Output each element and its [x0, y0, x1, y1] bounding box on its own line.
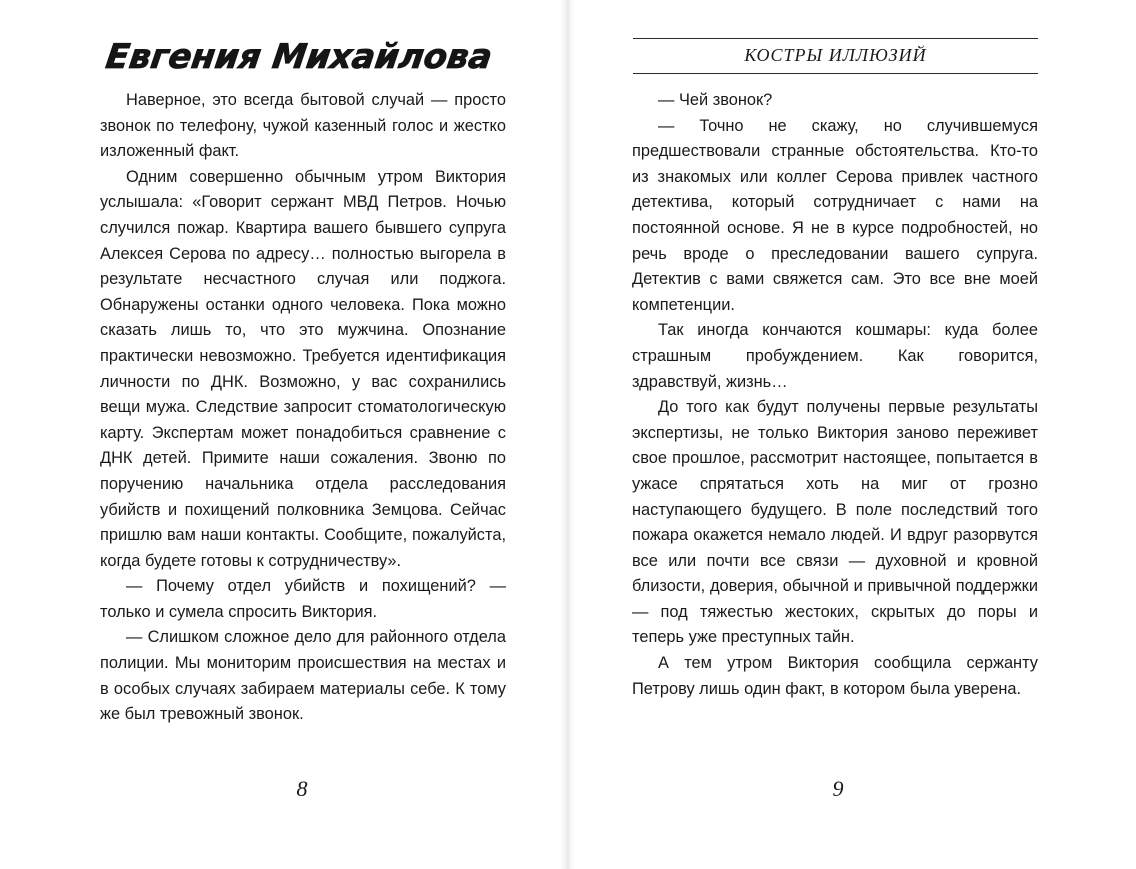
paragraph: До того как будут получены первые результаты экспертизы, не только Виктория заново переживет свое прошлое, рассмотрит настоящее, попытается в ужасе спрятаться хоть на миг от грозно наступающего будущего. В поле последствий того пожара окажется немало людей. И вдруг разорвутся все или почти все связи — духовной и кровной близости, доверия, обычной и привычной поддержки — под тяжестью жестоких, скрытых до поры и теперь уже преступных тайн. [632, 398, 1038, 647]
paragraph: — Почему отдел убийств и похищений? — только и сумела спросить Виктория. [100, 577, 506, 621]
left-page-text [100, 88, 506, 728]
left-page [0, 0, 566, 869]
right-page-text [632, 88, 1038, 702]
paragraph: — Чей звонок? [658, 91, 773, 109]
right-page [570, 0, 1136, 869]
page-number: 9 [832, 776, 844, 801]
paragraph: Наверное, это всегда бытовой случай — просто звонок по телефону, чужой казенный голос и жестко изложенный факт. [100, 91, 506, 161]
paragraph: — Точно не скажу, но случившемуся предшествовали странные обстоятельства. Кто-то из знакомых или коллег Серова привлек частного детектива, который сотрудничает с нами на постоянной основе. Я не в курсе подробностей, но речь вроде о преследовании вашего супруга. Детектив с вами свяжется сам. Это все вне моей компетенции. [632, 116, 1038, 314]
paragraph: Так иногда кончаются кошмары: куда более страшным пробуждением. Как говорится, здравствуй, жизнь… [632, 321, 1038, 391]
author-running-head [103, 28, 495, 84]
paragraph: Одним совершенно обычным утром Виктория услышала: «Говорит сержант МВД Петров. Ночью случился пожар. Квартира вашего бывшего супруга Алексея Серова по адресу… полностью выгорела в результате несчастного случая или поджога. Обнаружены останки одного человека. Пока можно сказать лишь то, что это мужчина. Опознание практически невозможно. Требуется идентификация личности по ДНК. Возможно, у вас сохранились вещи мужа. Следствие запросит стоматологическую карту. Экспертам может понадобиться сравнение с ДНК детей. Примите наши сожаления. Звоню по поручению начальника отдела расследования убийств и похищений полковника Земцова. Сейчас пришлю вам наши контакты. Сообщите, пожалуйста, когда будете готовы к сотрудничеству». [100, 167, 506, 570]
paragraph: А тем утром Виктория сообщила сержанту Петрову лишь один факт, в котором была уверена. [632, 654, 1038, 698]
author-name-lettering [103, 28, 495, 84]
paragraph: — Слишком сложное дело для районного отдела полиции. Мы мониторим происшествия на местах и в особых случаях забираем материалы себе. К тому же был тревожный звонок. [100, 628, 506, 724]
svg-text:Евгения Михайлова: Евгения Михайлова [103, 37, 495, 77]
page-number: 8 [296, 776, 308, 801]
book-title-running-head: КОСТРЫ ИЛЛЮЗИЙ [633, 38, 1038, 74]
